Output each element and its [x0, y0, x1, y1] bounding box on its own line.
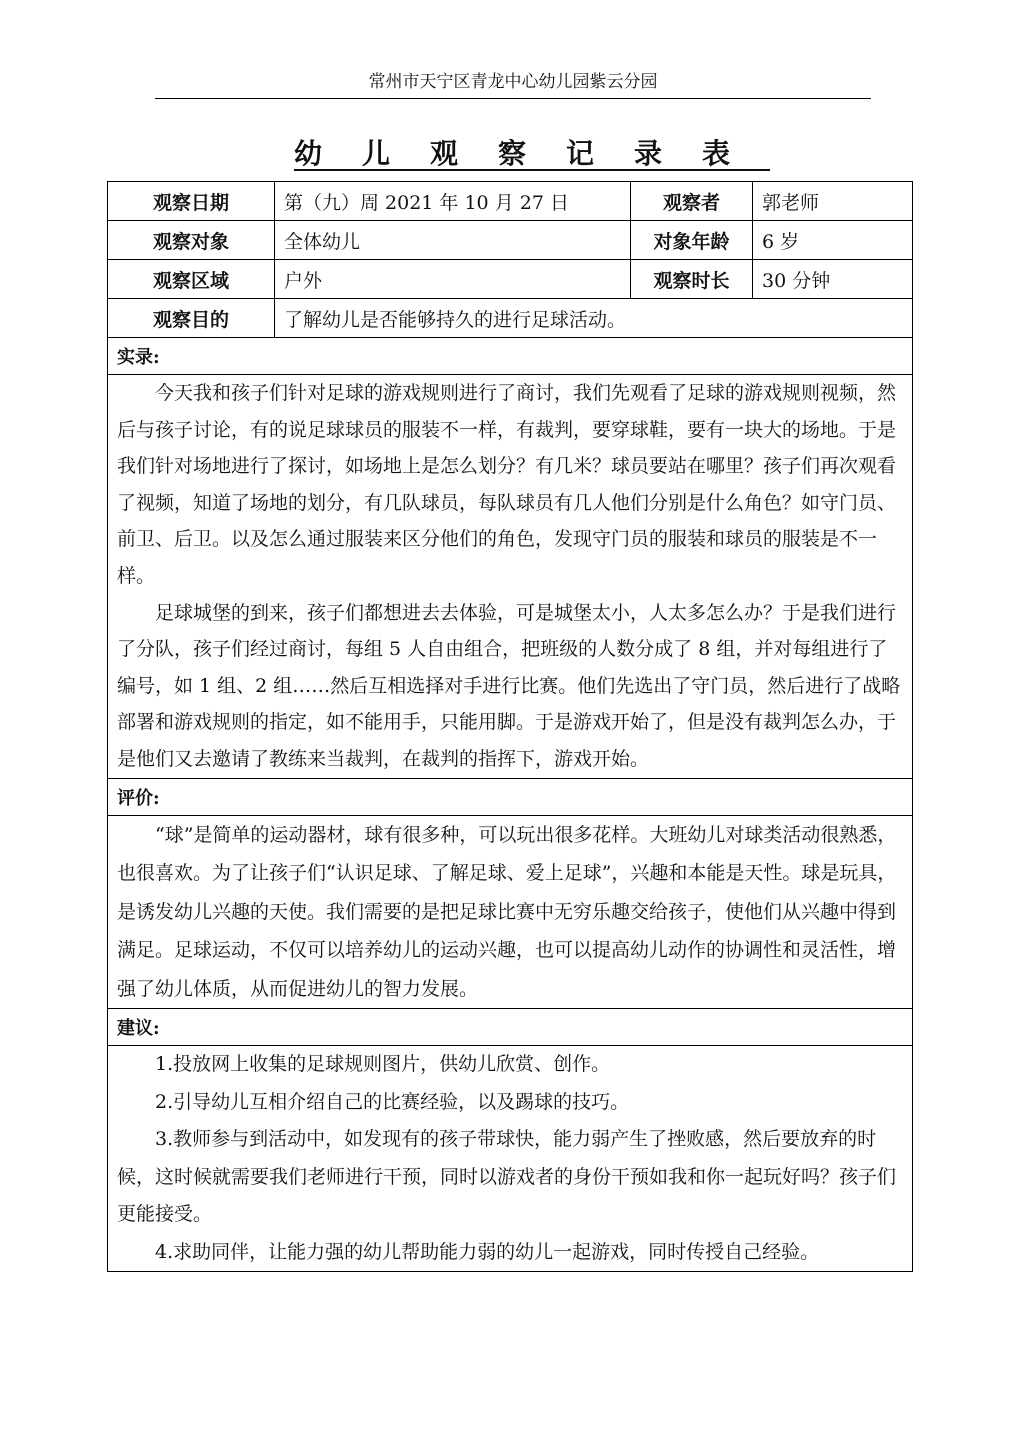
date-value: 第（九）周 2021 年 10 月 27 日: [275, 182, 631, 221]
age-label: 对象年龄: [631, 221, 753, 260]
page-title-text: 幼儿观察记录表: [293, 137, 770, 170]
observation-form: [107, 181, 913, 1272]
area-value: 户外: [275, 260, 631, 299]
duration-value: 30 分钟: [753, 260, 913, 299]
page-title: [0, 136, 1024, 172]
row-subject: [108, 221, 913, 260]
evaluation-body-row: [108, 815, 913, 1009]
header-divider: [155, 98, 871, 99]
purpose-value: 了解幼儿是否能够持久的进行足球活动。: [275, 299, 913, 338]
record-content: [108, 375, 913, 779]
record-paragraph: 今天我和孩子们针对足球的游戏规则进行了商讨，我们先观看了足球的游戏规则视频，然后与孩子讨论，有的说足球球员的服装不一样，有裁判，要穿球鞋，要有一块大的场地。于是我们针对场地进行了探讨，如场地上是怎么划分？有几米？球员要站在哪里？孩子们再次观看了视频，知道了场地的划分，有几队球员，每队球员有几人他们分别是什么角色？如守门员、前卫、后卫。以及怎么通过服装来区分他们的角色，发现守门员的服装和球员的服装是不一样。: [117, 382, 897, 587]
purpose-label: 观察目的: [108, 299, 275, 338]
observer-label: 观察者: [631, 182, 753, 221]
evaluation-paragraph: “球”是简单的运动器材，球有很多种，可以玩出很多花样。大班幼儿对球类活动很熟悉，也很喜欢。为了让孩子们“认识足球、了解足球、爱上足球”，兴趣和本能是天性。球是玩具，是诱发幼儿兴趣的天使。我们需要的是把足球比赛中无穷乐趣交给孩子，使他们从兴趣中得到满足。足球运动，不仅可以培养幼儿的运动兴趣，也可以提高幼儿动作的协调性和灵活性，增强了幼儿体质，从而促进幼儿的智力发展。: [117, 823, 897, 1000]
record-label: 实录:: [108, 338, 913, 375]
suggestion-item: 3.教师参与到活动中，如发现有的孩子带球快，能力弱产生了挫败感，然后要放弃的时候，这时候就需要我们老师进行干预，同时以游戏者的身份干预如我和你一起玩好吗？孩子们更能接受。: [117, 1128, 897, 1226]
suggestion-item: 4.求助同伴，让能力强的幼儿帮助能力弱的幼儿一起游戏，同时传授自己经验。: [155, 1240, 820, 1263]
suggestion-item: 2.引导幼儿互相介绍自己的比赛经验，以及踢球的技巧。: [155, 1090, 630, 1113]
subject-label: 观察对象: [108, 221, 275, 260]
suggestion-label: 建议:: [108, 1009, 913, 1046]
observer-value: 郭老师: [753, 182, 913, 221]
subject-value: 全体幼儿: [275, 221, 631, 260]
suggestion-header-row: [108, 1009, 913, 1046]
evaluation-content: [108, 815, 913, 1009]
kindergarten-name: 常州市天宁区青龙中心幼儿园紫云分园: [368, 72, 658, 92]
suggestion-content: [108, 1046, 913, 1272]
record-header-row: [108, 338, 913, 375]
suggestion-item: 1.投放网上收集的足球规则图片，供幼儿欣赏、创作。: [155, 1053, 611, 1076]
row-area: [108, 260, 913, 299]
date-label: 观察日期: [108, 182, 275, 221]
record-paragraph: 足球城堡的到来，孩子们都想进去去体验，可是城堡太小，人太多怎么办？于是我们进行了分队，孩子们经过商讨，每组 5 人自由组合，把班级的人数分成了 8 组，并对每组进行了编号，如 1 组、2 组……然后互相选择对手进行比赛。他们先选出了守门员，然后进行了战略部署和游戏规则的指定，如不能用手，只能用脚。于是游戏开始了，但是没有裁判怎么办，于是他们又去邀请了教练来当裁判，在裁判的指挥下，游戏开始。: [117, 601, 901, 770]
row-purpose: [108, 299, 913, 338]
age-value: 6 岁: [753, 221, 913, 260]
record-body-row: [108, 375, 913, 779]
duration-label: 观察时长: [631, 260, 753, 299]
evaluation-label: 评价:: [108, 778, 913, 815]
row-date: [108, 182, 913, 221]
area-label: 观察区域: [108, 260, 275, 299]
suggestion-body-row: [108, 1046, 913, 1272]
evaluation-header-row: [108, 778, 913, 815]
